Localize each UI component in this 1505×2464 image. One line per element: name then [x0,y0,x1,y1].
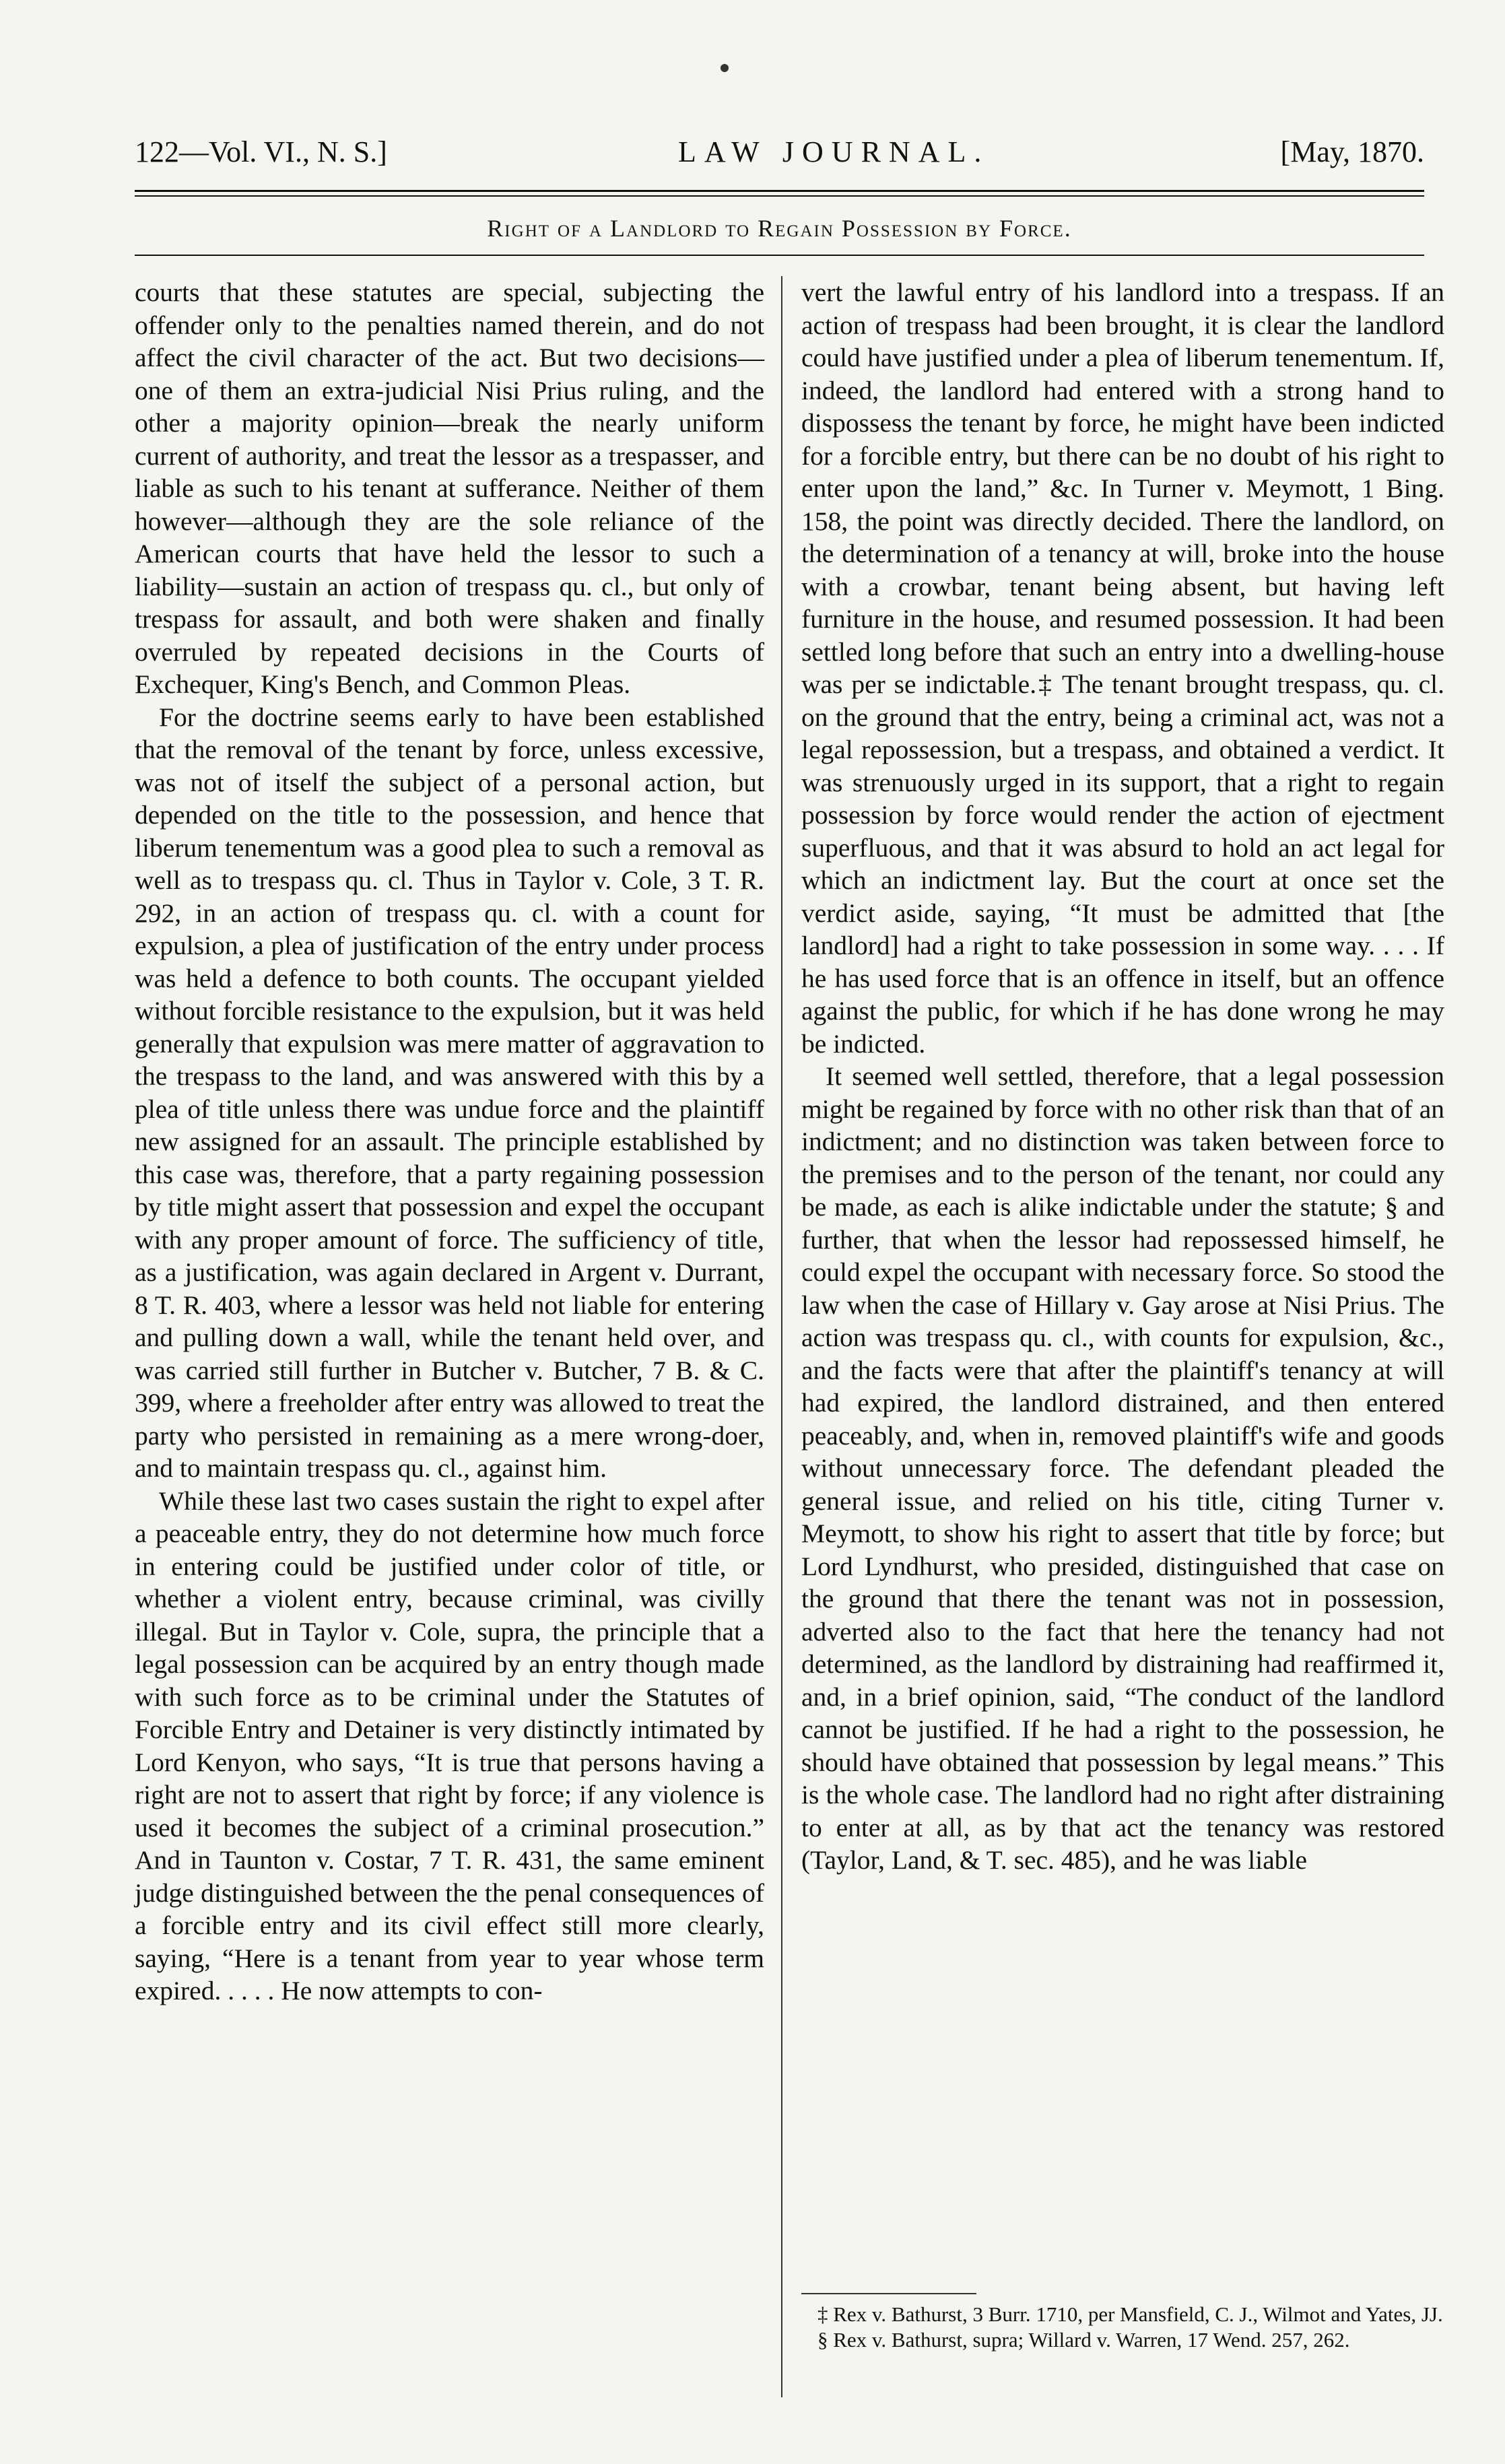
paragraph: It seemed well settled, therefore, that a legal possession might be regained by force with no other risk than that of an indictment; and no distinction was taken between force to the premises and to the person of the tenant, nor could any be made, as each is alike indictable under the statute; § and further, that when the lessor had repossessed himself, he could expel the occupant with necessary force. So stood the law when the case of Hillary v. Gay arose at Nisi Prius. The action was trespass qu. cl., with counts for expulsion, &c., and the facts were that after the plaintiff's tenancy at will had expired, the landlord distrained, and then entered peaceably, and, when in, removed plaintiff's wife and goods without unnecessary force. The defendant pleaded the general issue, and relied on his title, citing Turner v. Meymott, to show his right to assert that title by force; but Lord Lyndhurst, who presided, distinguished that case on the ground that there the tenant was not in possession, adverted also to the fact that here the tenancy had not determined, as the landlord by distraining had reaffirmed it, and, in a brief opinion, said, “The conduct of the landlord cannot be justified. If he had a right to the possession, he should have obtained that possession by legal means.” This is the whole case. The landlord had no right after distraining to enter at all, as by that act the tenancy was restored (Taylor, Land, & T. sec. 485), and he was liable [801,1061,1444,1875]
column-divider [781,276,782,2397]
page-header [135,135,1424,182]
right-column [801,276,1444,1877]
left-column [135,276,764,2007]
issue-date: [May, 1870. [1280,135,1424,168]
footnote: § Rex v. Bathurst, supra; Willard v. Warren, 17 Wend. 257, 262. [817,2328,1350,2352]
paragraph: For the doctrine seems early to have been established that the removal of the tenant by force, unless excessive, was not of itself the subject of a personal action, but depended on the title to the possession, and hence that liberum tenementum was a good plea to such a removal as well as to trespass qu. cl. Thus in Taylor v. Cole, 3 T. R. 292, in an action of trespass qu. cl. with a count for expulsion, a plea of justification of the entry under process was held a defence to both counts. The occupant yielded without forcible resistance to the expulsion, but it was held generally that expulsion was mere matter of aggravation to the trespass to the land, and was answered with this by a plea of title unless there was undue force and the plaintiff new assigned for an assault. The principle established by this case was, therefore, that a party regaining possession by title might assert that possession and expel the occupant with any proper amount of force. The sufficiency of title, as a justification, was again declared in Argent v. Durrant, 8 T. R. 403, where a lessor was held not liable for entering and pulling down a wall, while the tenant held over, and was carried still further in Butcher v. Butcher, 7 B. & C. 399, where a freeholder after entry was allowed to treat the party who persisted in remaining as a mere wrong-doer, and to maintain trespass qu. cl., against him. [135,702,764,1483]
header-rule-thin [135,195,1424,197]
section-title: Right of a Landlord to Regain Possession by Force. [487,215,1072,242]
header-rule [135,190,1424,192]
section-rule [135,255,1424,256]
footnote: ‡ Rex v. Bathurst, 3 Burr. 1710, per Mansfield, C. J., Wilmot and Yates, JJ. [817,2302,1443,2326]
paragraph: While these last two cases sustain the right to expel after a peaceable entry, they do not determine how much force in entering could be justified under color of title, or whether a violent entry, because criminal, was civilly illegal. But in Taylor v. Cole, supra, the principle that a legal possession can be acquired by an entry though made with such force as to be criminal under the Statutes of Forcible Entry and Detainer is very distinctly intimated by Lord Kenyon, who says, “It is true that persons having a right are not to assert that right by force; if any violence is used it becomes the subject of a criminal prosecution.” And in Taunton v. Costar, 7 T. R. 431, the same eminent judge distinguished between the the penal consequences of a forcible entry and its civil effect still more clearly, saying, “Here is a tenant from year to year whose term expired. . . . . He now attempts to con- [135,1486,764,2005]
footnotes [801,2302,1444,2353]
footnote-rule [801,2293,976,2294]
ink-speck [721,64,729,72]
page-reference: 122—Vol. VI., N. S.] [135,135,387,168]
paragraph: courts that these statutes are special, subjecting the offender only to the penalties named therein, and do not affect the civil character of the act. But two decisions—one of them an extra-judicial Nisi Prius ruling, and the other a majority opinion—break the nearly uniform current of authority, and treat the lessor as a trespasser, and liable as such to his tenant at sufferance. Neither of them however—although they are the sole reliance of the American courts that have held the lessor to such a liability—sustain an action of trespass qu. cl., but only of trespass for assault, and both were shaken and finally overruled by repeated decisions in the Courts of Exchequer, King's Bench, and Common Pleas. [135,277,764,699]
journal-title: LAW JOURNAL. [678,135,990,168]
paragraph: vert the lawful entry of his landlord into a trespass. If an action of trespass had been brought, it is clear the landlord could have justified under a plea of liberum tenementum. If, indeed, the landlord had entered with a strong hand to dispossess the tenant by force, he might have been indicted for a forcible entry, but there can be no doubt of his right to enter upon the land,” &c. In Turner v. Meymott, 1 Bing. 158, the point was directly decided. There the landlord, on the determination of a tenancy at will, broke into the house with a crowbar, tenant being absent, but having left furniture in the house, and resumed possession. It had been settled long before that such an entry into a dwelling-house was per se indictable.‡ The tenant brought trespass, qu. cl. on the ground that the entry, being a criminal act, was not a legal repossession, but a trespass, and obtained a verdict. It was strenuously urged in its support, that a right to regain possession by force would render the action of ejectment superfluous, and that it was absurd to hold an act legal for which an indictment lay. But the court at once set the verdict aside, saying, “It must be admitted that [the landlord] had a right to take possession in some way. . . . If he has used force that is an offence in itself, but an offence against the public, for which if he has done wrong he may be indicted. [801,277,1444,1059]
